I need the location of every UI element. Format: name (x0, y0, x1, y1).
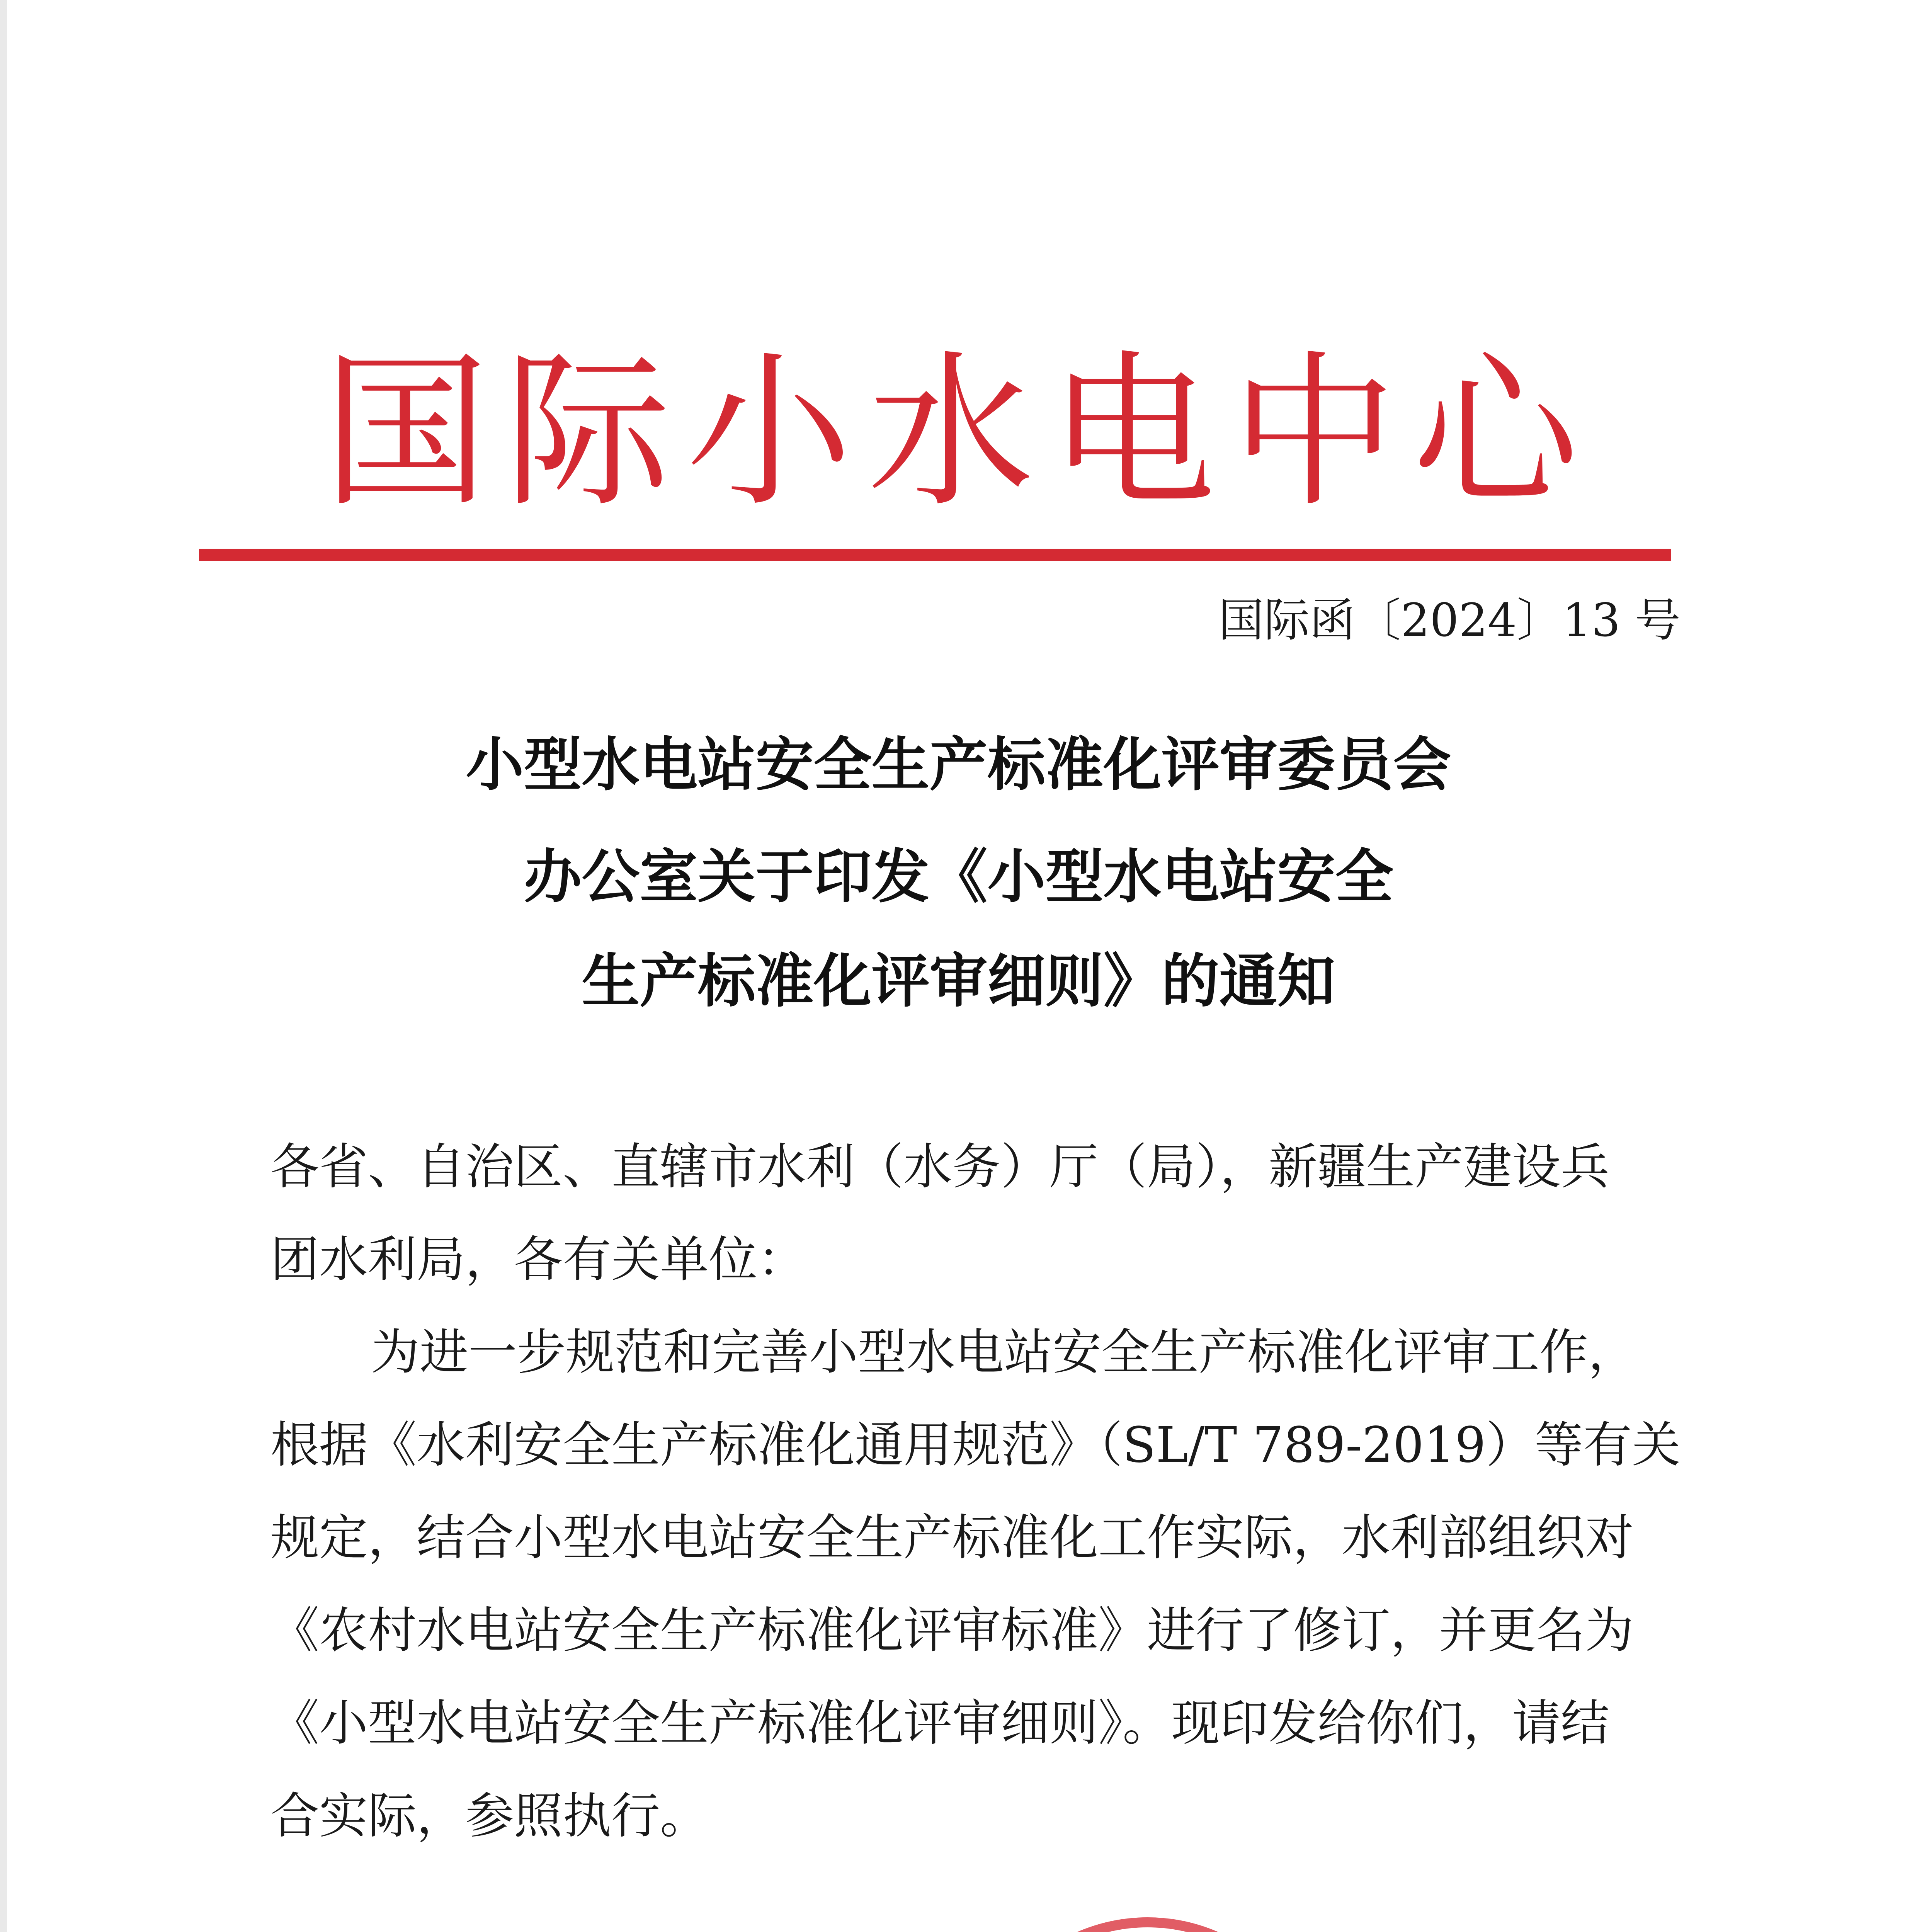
title-line-3: 生产标准化评审细则》的通知 (582, 948, 1335, 1015)
body-line-1: 为进一步规范和完善小型水电站安全生产标准化评审工作， (371, 1324, 1637, 1381)
body-line-6: 合实际，参照执行。 (270, 1787, 709, 1844)
body-line-3: 规定，结合小型水电站安全生产标准化工作实际，水利部组织对 (270, 1509, 1634, 1566)
body-line-4: 《农村水电站安全生产标准化评审标准》进行了修订，并更名为 (270, 1602, 1634, 1659)
official-seal-stamp (954, 1901, 1341, 1932)
document-number: 国际函〔2024〕13 号 (1218, 594, 1681, 647)
addressee-line-2: 团水利局，各有关单位： (270, 1231, 806, 1288)
title-line-1: 小型水电站安全生产标准化评审委员会 (466, 731, 1451, 799)
body-line-5: 《小型水电站安全生产标准化评审细则》。现印发给你们，请结 (270, 1695, 1609, 1752)
title-line-2: 办公室关于印发《小型水电站安全 (524, 844, 1393, 911)
letterhead-org-name: 国际小水电中心 (323, 336, 1594, 529)
letterhead-red-rule (199, 549, 1671, 561)
body-line-2: 根据《水利安全生产标准化通用规范》（SL/T 789-2019）等有关 (270, 1417, 1681, 1473)
addressee-line-1: 各省、自治区、直辖市水利（水务）厅（局），新疆生产建设兵 (270, 1138, 1609, 1195)
